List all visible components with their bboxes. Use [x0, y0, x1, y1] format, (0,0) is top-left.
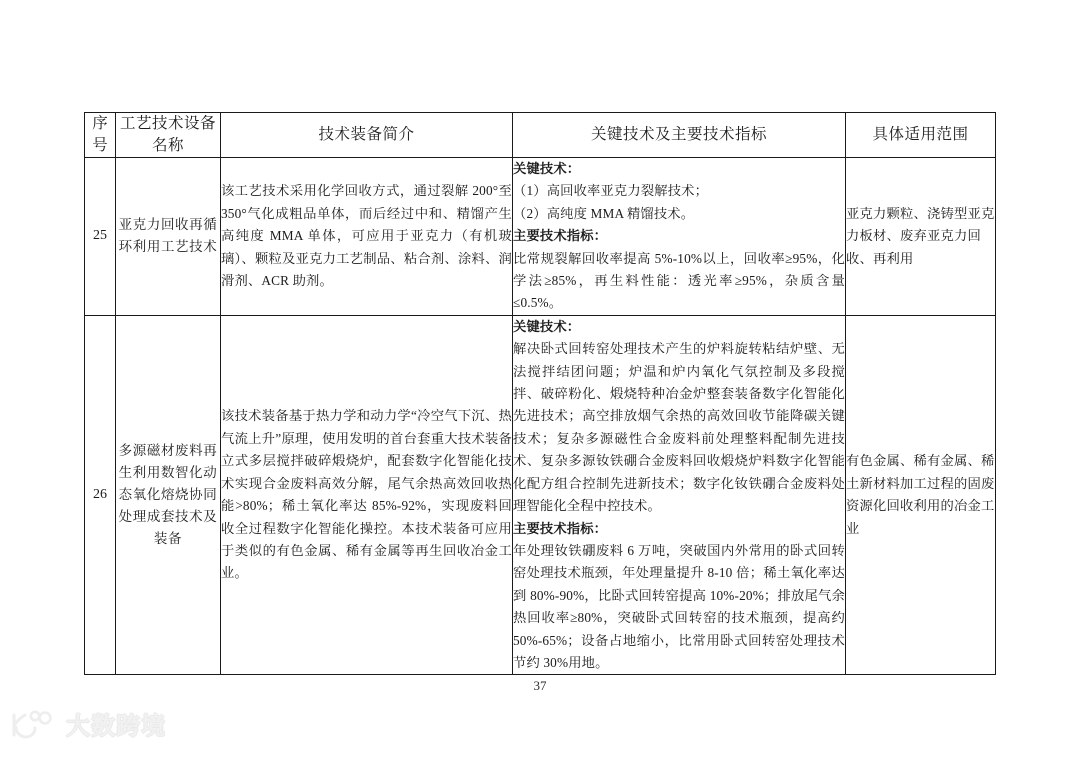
watermark-text: 大数跨境: [66, 713, 166, 740]
row-index: 25: [85, 158, 116, 316]
table-row: [85, 315, 996, 675]
key-tech-item: （2）高纯度 MMA 精馏技术。: [513, 205, 695, 221]
key-tech-label: 关键技术：: [513, 318, 581, 334]
row-index: 26: [85, 315, 116, 675]
indicators-label: 主要技术指标：: [513, 228, 608, 244]
table-row: [85, 158, 996, 316]
indicators-text: 年处理钕铁硼废料 6 万吨，突破国内外常用的卧式回转窑处理技术瓶颈，年处理量提升 8-10 倍；稀土氧化率达到 80%-90%，比卧式回转窑提高 10%-20%；排放尾气余热回收率≥80%，突破卧式回转窑的技术瓶颈，提高约 50%-65%；设备占地缩小，比常用卧式回转窑处理技术节约 30%用地。: [513, 542, 845, 670]
row-technology-name: 多源磁材废料再生利用数智化动态氧化熔烧协同处理成套技术及装备: [116, 315, 221, 675]
column-header-intro: 技术装备简介: [221, 113, 513, 158]
column-header-key-tech: 关键技术及主要技术指标: [513, 113, 846, 158]
row-scope: 亚克力颗粒、浇铸型亚克力板材、废弃亚克力回收、再利用: [846, 158, 996, 316]
technology-table: [84, 112, 996, 675]
table-header-row: [85, 113, 996, 158]
column-header-scope: 具体适用范围: [846, 113, 996, 158]
key-tech-item: （1）高回收率亚克力裂解技术；: [513, 183, 709, 199]
indicators-text: 比常规裂解回收率提高 5%-10%以上，回收率≥95%，化学法≥85%，再生料性能：透光率≥95%，杂质含量≤0.5%。: [513, 250, 845, 311]
row-technology-intro: 该工艺技术采用化学回收方式，通过裂解 200°至 350°气化成粗品单体，而后经过中和、精馏产生高纯度 MMA 单体，可应用于亚克力（有机玻璃）、颗粒及亚克力工艺制品、粘合剂、涂料、润滑剂、ACR 助剂。: [221, 158, 513, 316]
key-tech-label: 关键技术：: [513, 161, 581, 176]
indicators-label: 主要技术指标：: [513, 520, 608, 536]
column-header-name: 工艺技术设备名称: [116, 113, 221, 158]
key-tech-item: 解决卧式回转窑处理技术产生的炉料旋转粘结炉壁、无法搅拌结团问题；炉温和炉内氧化气氛控制及多段搅拌、破碎粉化、煅烧特种冶金炉整套装备数字化智能化先进技术；高空排放烟气余热的高效回收节能降碳关键技术；复杂多源磁性合金废料前处理整料配制先进技术、复杂多源钕铁硼合金废料回收煅烧炉料数字化智能化配方组合控制先进新技术；数字化钕铁硼合金废料处理智能化全程中控技术。: [513, 341, 845, 514]
row-key-tech-and-indicators: [513, 315, 846, 675]
row-key-tech-and-indicators: [513, 158, 846, 316]
watermark: [10, 706, 166, 741]
row-scope: 有色金属、稀有金属、稀土新材料加工过程的固废资源化回收利用的冶金工业: [846, 315, 996, 675]
row-technology-intro: 该技术装备基于热力学和动力学“冷空气下沉、热气流上升”原理，使用发明的首台套重大技术装备立式多层搅拌破碎煅烧炉，配套数字化智能化技术实现合金废料高效分解，尾气余热高效回收热能>80%；稀土氧化率达 85%-92%，实现废料回收全过程数字化智能化操控。本技术装备可应用于类似的有色金属、稀有金属等再生回收冶金工业。: [221, 315, 513, 675]
paw-logo-icon: [10, 709, 58, 739]
column-header-index: 序号: [85, 113, 116, 158]
row-technology-name: 亚克力回收再循环利用工艺技术: [116, 158, 221, 316]
page-number: 37: [533, 678, 547, 693]
